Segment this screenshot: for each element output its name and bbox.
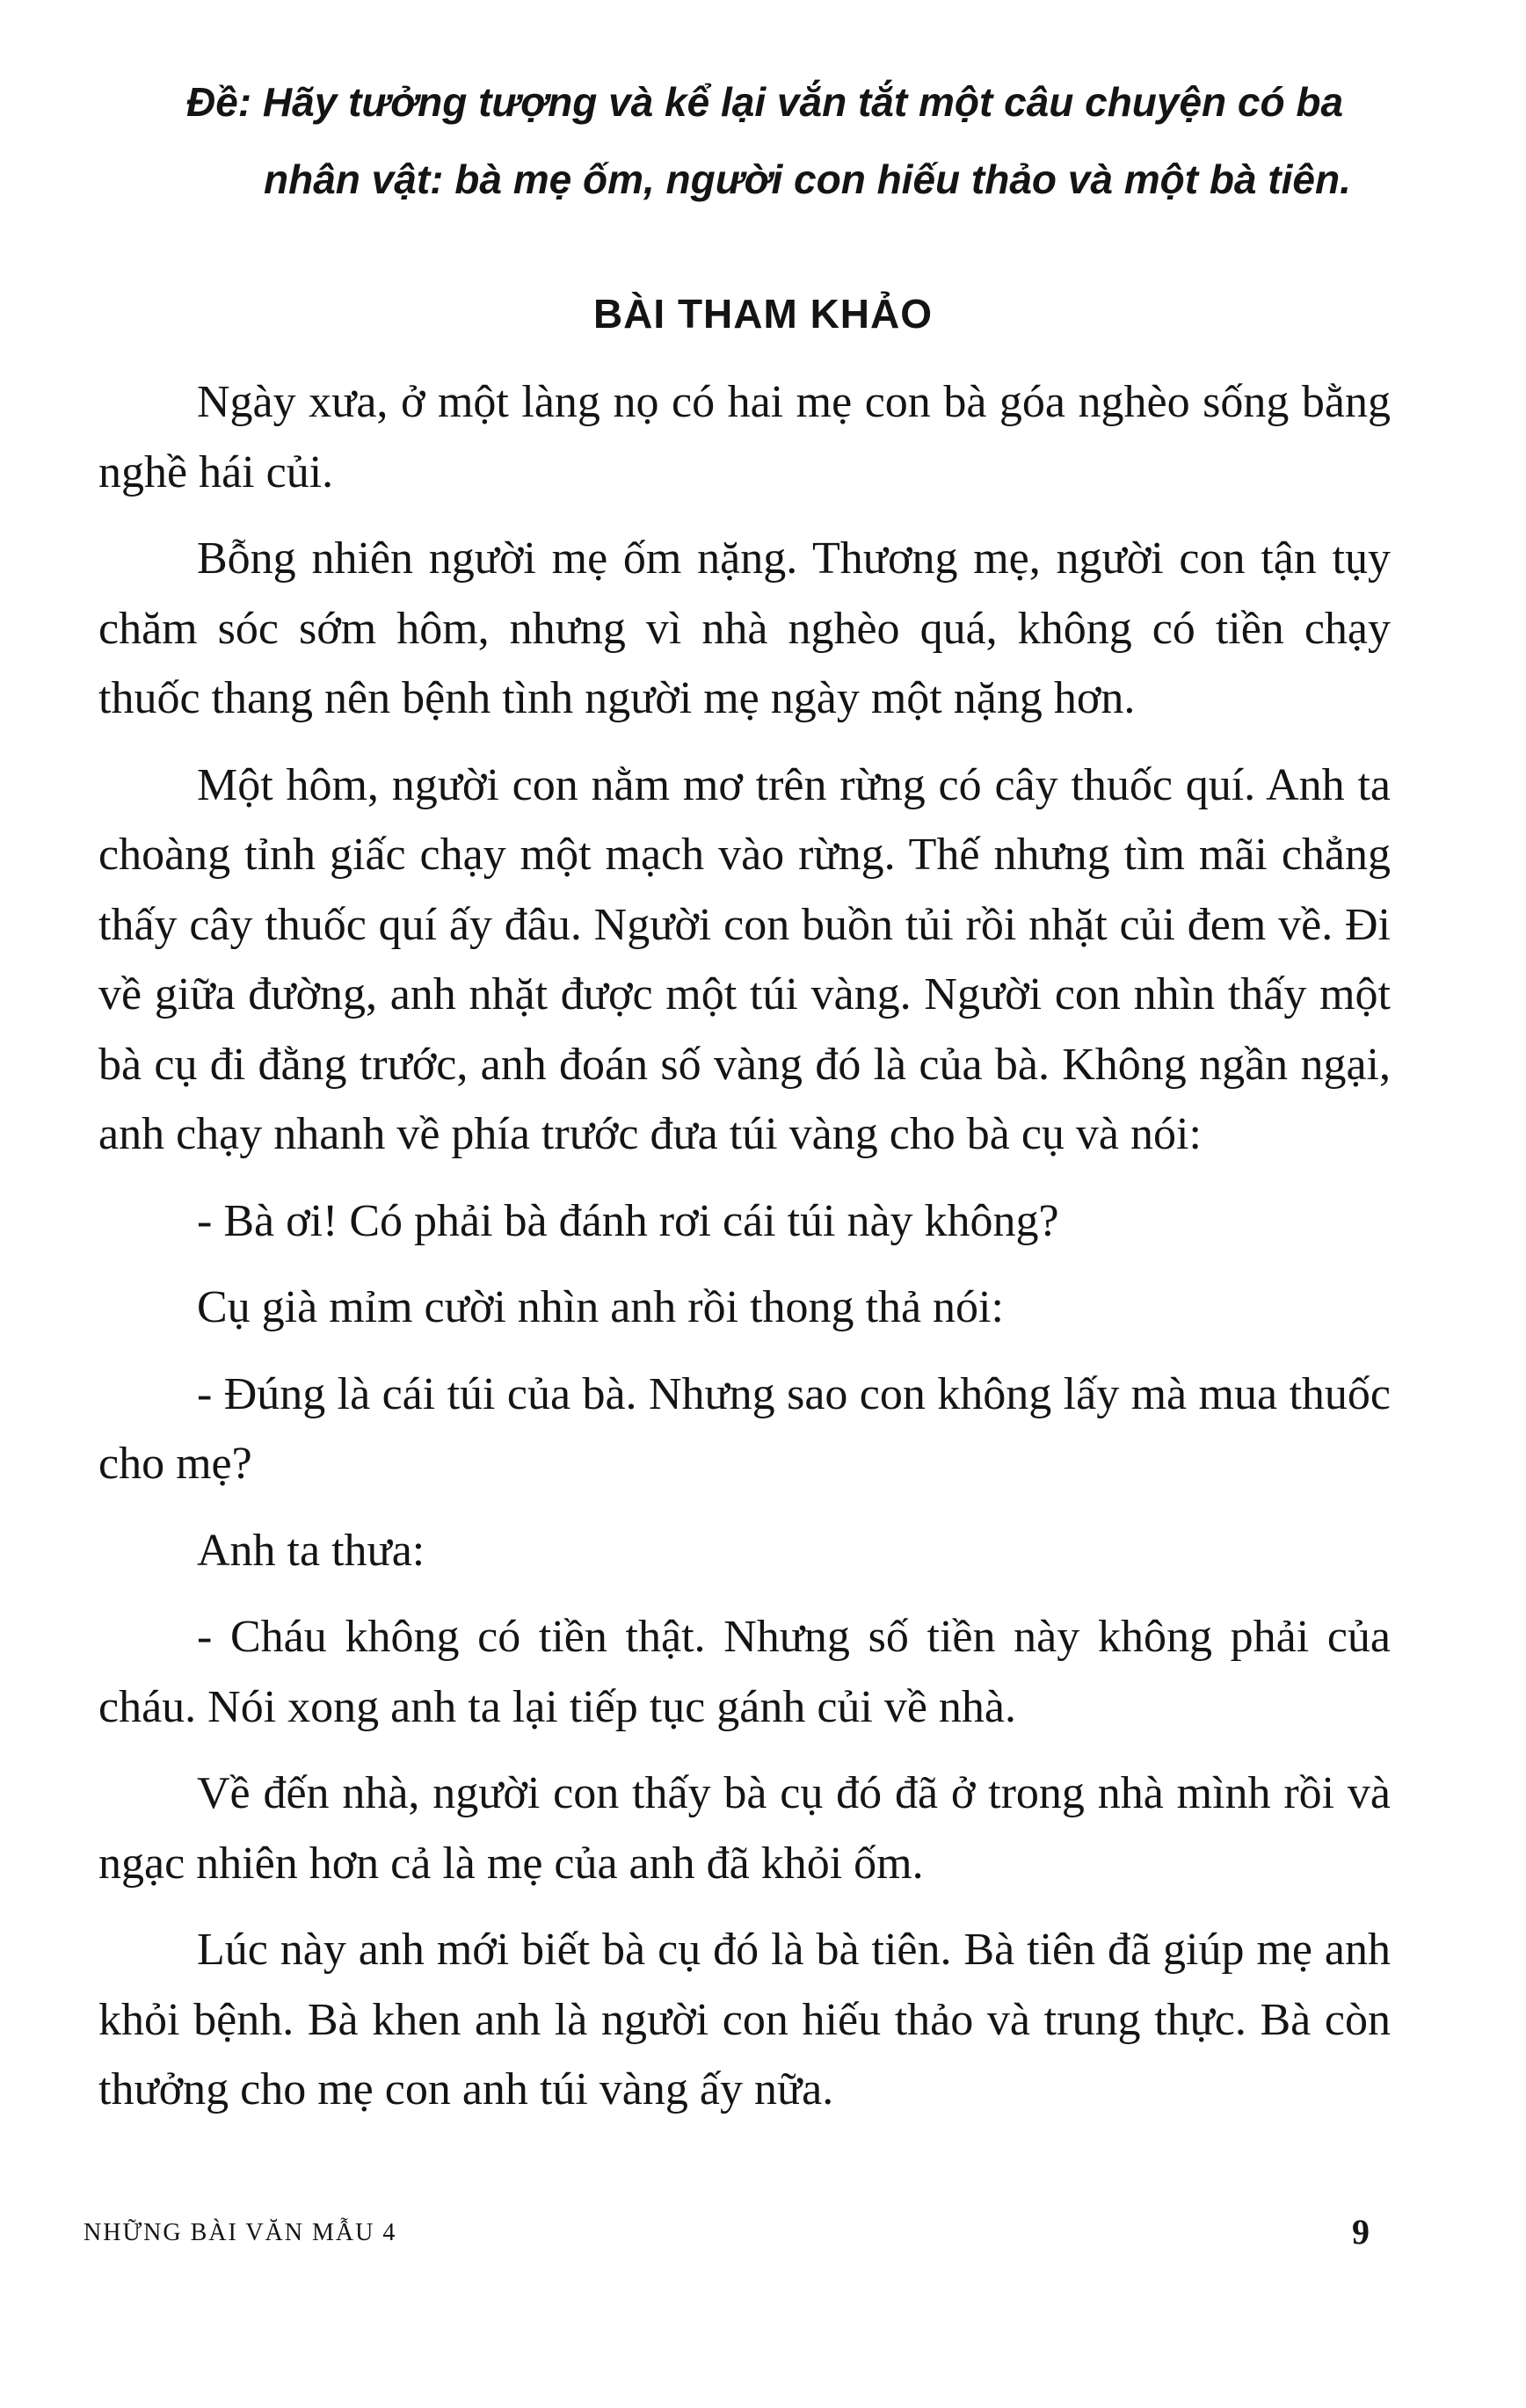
paragraph: Anh ta thưa: (197, 1525, 425, 1576)
running-footer-book-title: NHỮNG BÀI VĂN MẪU 4 (84, 2219, 397, 2246)
paragraph: - Đúng là cái túi của bà. Nhưng sao con không lấy mà mua thuốc cho mẹ? (98, 1368, 1391, 1489)
story-body (98, 367, 1391, 2142)
paragraph: - Cháu không có tiền thật. Nhưng số tiền này không phải của cháu. Nói xong anh ta lại tiếp tục gánh củi về nhà. (98, 1612, 1391, 1732)
paragraph: Cụ già mỉm cười nhìn anh rồi thong thả nói: (197, 1282, 1004, 1332)
essay-prompt-line-1: Đề: Hãy tưởng tượng và kể lại vắn tắt một câu chuyện có ba (186, 79, 1344, 125)
paragraph: Ngày xưa, ở một làng nọ có hai mẹ con bà góa nghèo sống bằng nghề hái củi. (98, 377, 1391, 497)
section-title: BÀI THAM KHẢO (592, 291, 934, 337)
page-number: 9 (1352, 2212, 1370, 2252)
paragraph: Lúc này anh mới biết bà cụ đó là bà tiên. Bà tiên đã giúp mẹ anh khỏi bệnh. Bà khen anh là người con hiếu thảo và trung thực. Bà còn thưởng cho mẹ con anh túi vàng ấy nữa. (98, 1925, 1391, 2114)
paragraph: Một hôm, người con nằm mơ trên rừng có cây thuốc quí. Anh ta choàng tỉnh giấc chạy một mạch vào rừng. Thế nhưng tìm mãi chẳng thấy cây thuốc quí ấy đâu. Người con buồn tủi rồi nhặt củi đem về. Đi về giữa đường, anh nhặt được một túi vàng. Người con nhìn thấy một bà cụ đi đằng trước, anh đoán số vàng đó là của bà. Không ngần ngại, anh chạy nhanh về phía trước đưa túi vàng cho bà cụ và nói: (98, 759, 1391, 1159)
essay-prompt-line-2: nhân vật: bà mẹ ốm, người con hiếu thảo và một bà tiên. (264, 156, 1351, 202)
paragraph: Về đến nhà, người con thấy bà cụ đó đã ở trong nhà mình rồi và ngạc nhiên hơn cả là mẹ của anh đã khỏi ốm. (98, 1768, 1391, 1889)
paragraph: - Bà ơi! Có phải bà đánh rơi cái túi này không? (197, 1195, 1059, 1246)
essay-prompt (167, 63, 1450, 218)
paragraph: Bỗng nhiên người mẹ ốm nặng. Thương mẹ, người con tận tụy chăm sóc sớm hôm, nhưng vì nhà nghèo quá, không có tiền chạy thuốc thang nên bệnh tình người mẹ ngày một nặng hơn. (98, 533, 1391, 723)
